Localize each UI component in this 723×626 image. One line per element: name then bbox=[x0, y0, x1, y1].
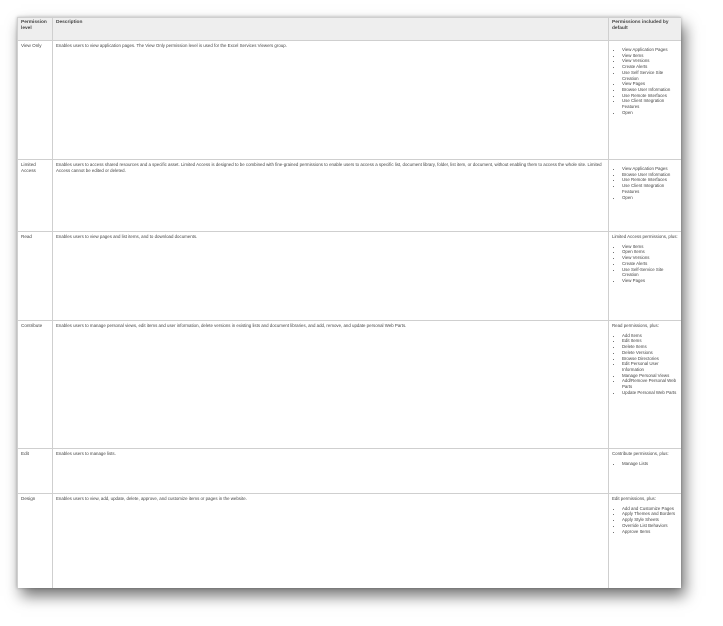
header-description: Description bbox=[53, 18, 609, 41]
list-item: • Add Items bbox=[622, 333, 678, 339]
list-item: • Use Remote Interfaces bbox=[622, 93, 678, 99]
included-permissions-cell bbox=[609, 41, 682, 160]
table-row bbox=[18, 41, 682, 160]
list-item: • Browse Directories bbox=[622, 356, 678, 362]
included-permissions-cell bbox=[609, 449, 682, 494]
list-item: • Use Client Integration Features bbox=[622, 98, 678, 109]
description-cell: Enables users to manage personal views, edit items and user information, delete versions in existing lists and document libraries, and add, remove, and update personal Web Parts. bbox=[53, 321, 609, 449]
included-permissions-intro: Contribute permissions, plus: bbox=[612, 451, 669, 456]
list-item: • View Versions bbox=[622, 255, 678, 261]
included-permissions-list bbox=[612, 244, 678, 284]
list-item: • Browse User Information bbox=[622, 172, 678, 178]
list-item: • Use Client Integration Features bbox=[622, 183, 678, 194]
list-item: • View Pages bbox=[622, 278, 678, 284]
list-item: • Edit Items bbox=[622, 338, 678, 344]
included-permissions-list bbox=[612, 166, 678, 200]
header-permissions-included: Permissions included by default bbox=[609, 18, 682, 41]
list-item: • Delete Versions bbox=[622, 350, 678, 356]
permission-level-cell: Contribute bbox=[18, 321, 53, 449]
table-header-row bbox=[18, 18, 682, 41]
permissions-table bbox=[17, 17, 681, 588]
description-cell: Enables users to view, add, update, delete, approve, and customize items or pages in the website. bbox=[53, 494, 609, 589]
header-permission-level: Permission level bbox=[18, 18, 53, 41]
list-item: • Update Personal Web Parts bbox=[622, 390, 678, 396]
permission-level-cell: Design bbox=[18, 494, 53, 589]
list-item: • Use Remote Interfaces bbox=[622, 177, 678, 183]
document-page bbox=[17, 17, 681, 588]
list-item: • Override List Behaviors bbox=[622, 523, 678, 529]
list-item: • Edit Personal User Information bbox=[622, 361, 678, 372]
permission-level-cell: View Only bbox=[18, 41, 53, 160]
list-item: • View Items bbox=[622, 244, 678, 250]
list-item: • View Application Pages bbox=[622, 166, 678, 172]
table-row bbox=[18, 449, 682, 494]
list-item: • Create Alerts bbox=[622, 261, 678, 267]
included-permissions-cell bbox=[609, 232, 682, 321]
list-item: • Open bbox=[622, 110, 678, 116]
list-item: • Approve Items bbox=[622, 529, 678, 535]
included-permissions-list bbox=[612, 333, 678, 396]
included-permissions-cell bbox=[609, 160, 682, 232]
included-permissions-cell bbox=[609, 494, 682, 589]
description-cell: Enables users to view pages and list items, and to download documents. bbox=[53, 232, 609, 321]
included-permissions-intro: Edit permissions, plus: bbox=[612, 496, 656, 501]
permission-level-cell: Limited Access bbox=[18, 160, 53, 232]
list-item: • Use Self Service Site Creation bbox=[622, 70, 678, 81]
table-body bbox=[18, 41, 682, 589]
list-item: • Manage Personal Views bbox=[622, 373, 678, 379]
list-item: • Use Self-Service Site Creation bbox=[622, 267, 678, 278]
included-permissions-intro: Limited Access permissions, plus: bbox=[612, 234, 678, 239]
included-permissions-intro: Read permissions, plus: bbox=[612, 323, 659, 328]
description-cell: Enables users to access shared resources and a specific asset. Limited Access is designed to be combined with fine-grained permissions to enable users to access a specific list, document library, folder, list item, or document, without enabling them to access the whole site. Limited Access cannot be edited or deleted. bbox=[53, 160, 609, 232]
description-cell: Enables users to view application pages. The View Only permission level is used for the Excel Services Viewers group. bbox=[53, 41, 609, 160]
table-row bbox=[18, 160, 682, 232]
list-item: • Delete Items bbox=[622, 344, 678, 350]
list-item: • View Items bbox=[622, 53, 678, 59]
list-item: • Open bbox=[622, 195, 678, 201]
included-permissions-cell bbox=[609, 321, 682, 449]
list-item: • View Versions bbox=[622, 58, 678, 64]
list-item: • Add/Remove Personal Web Parts bbox=[622, 378, 678, 389]
permission-level-cell: Edit bbox=[18, 449, 53, 494]
included-permissions-list bbox=[612, 506, 678, 535]
table-row bbox=[18, 232, 682, 321]
table-row bbox=[18, 321, 682, 449]
list-item: • Browse User Information bbox=[622, 87, 678, 93]
description-cell: Enables users to manage lists. bbox=[53, 449, 609, 494]
list-item: • Apply Themes and Borders bbox=[622, 511, 678, 517]
list-item: • Create Alerts bbox=[622, 64, 678, 70]
table-row bbox=[18, 494, 682, 589]
permission-level-cell: Read bbox=[18, 232, 53, 321]
list-item: • Manage Lists bbox=[622, 461, 678, 467]
list-item: • View Pages bbox=[622, 81, 678, 87]
list-item: • Apply Style Sheets bbox=[622, 517, 678, 523]
included-permissions-list bbox=[612, 461, 678, 467]
included-permissions-list bbox=[612, 47, 678, 116]
list-item: • Add and Customize Pages bbox=[622, 506, 678, 512]
list-item: • View Application Pages bbox=[622, 47, 678, 53]
list-item: • Open Items bbox=[622, 249, 678, 255]
